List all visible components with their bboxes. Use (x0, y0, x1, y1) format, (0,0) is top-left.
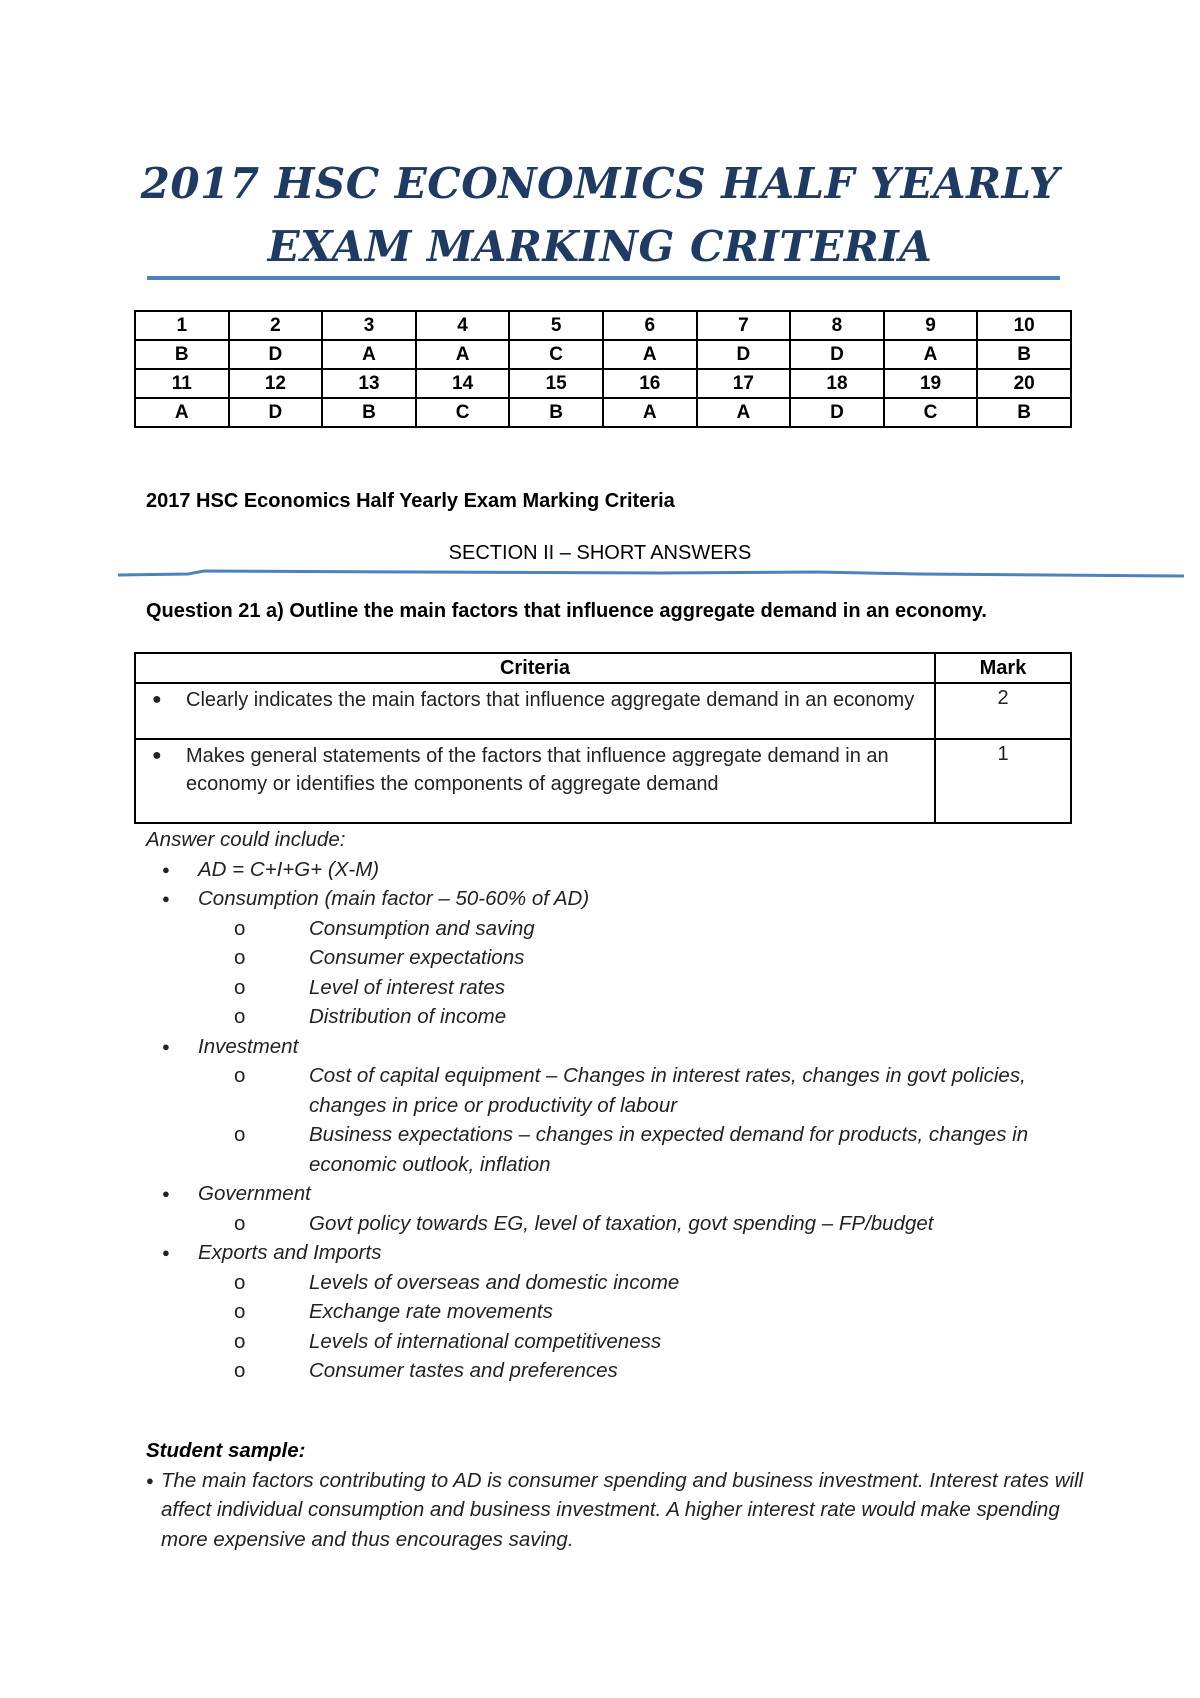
table-row (135, 739, 1071, 823)
key-cell: A (135, 398, 229, 427)
key-cell: D (229, 340, 323, 369)
answer-item-text: Consumption (main factor – 50-60% of AD) (198, 887, 590, 910)
answer-intro: Answer could include: (146, 828, 346, 851)
key-cell: 16 (603, 369, 697, 398)
list-item (146, 1466, 1086, 1555)
criteria-cell (135, 739, 935, 823)
circle-bullet-icon: o (234, 1300, 246, 1323)
table-row (135, 311, 1071, 340)
key-cell: B (135, 340, 229, 369)
key-cell: 7 (697, 311, 791, 340)
key-cell: A (884, 340, 978, 369)
key-cell: 12 (229, 369, 323, 398)
list-subitem (146, 1297, 1086, 1327)
list-subitem (146, 1120, 1086, 1179)
key-cell: 8 (790, 311, 884, 340)
key-cell: 17 (697, 369, 791, 398)
key-cell: B (322, 398, 416, 427)
answer-subitem-text: Cost of capital equipment – Changes in interest rates, changes in govt policies, changes in price or productivity of labour (309, 1064, 1026, 1117)
circle-bullet-icon: o (234, 975, 246, 999)
list-item (146, 1032, 1086, 1062)
bullet-icon: ● (146, 1472, 154, 1488)
key-cell: A (697, 398, 791, 427)
subheading: 2017 HSC Economics Half Yearly Exam Marking Criteria (146, 490, 675, 512)
answer-subitem-text: Levels of international competitiveness (309, 1329, 662, 1353)
key-cell: 15 (509, 369, 603, 398)
key-cell: 5 (509, 311, 603, 340)
answer-subitem-text: Exchange rate movements (309, 1300, 553, 1323)
answer-subitem-text: Consumption and saving (309, 916, 535, 940)
answer-subitem-text: Consumer expectations (309, 946, 525, 969)
section-heading: SECTION II – SHORT ANSWERS (448, 542, 752, 564)
bullet-icon: ● (162, 1186, 170, 1201)
criteria-text: Clearly indicates the main factors that influence aggregate demand in an economy (186, 689, 915, 711)
table-row (135, 369, 1071, 398)
question-21a: Question 21 a) Outline the main factors that influence aggregate demand in an economy. (146, 600, 987, 622)
key-cell: A (322, 340, 416, 369)
answer-subitem-text: Business expectations – changes in expected demand for products, changes in economic outlook, inflation (309, 1123, 1029, 1176)
criteria-table (134, 652, 1072, 824)
circle-bullet-icon: o (234, 1123, 246, 1146)
student-sample (146, 1436, 1086, 1554)
table-row (135, 398, 1071, 427)
document-title (0, 152, 1200, 278)
key-cell: 14 (416, 369, 510, 398)
student-sample-label: Student sample: (146, 1439, 306, 1462)
bullet-icon: ● (152, 747, 162, 764)
key-cell: 4 (416, 311, 510, 340)
list-item (146, 884, 1086, 914)
answer-item-text: Investment (198, 1034, 299, 1058)
list-subitem (146, 1209, 1086, 1239)
list-subitem (146, 943, 1086, 973)
answer-subitem-text: Consumer tastes and preferences (309, 1359, 618, 1382)
circle-bullet-icon: o (234, 1270, 246, 1294)
key-cell: 18 (790, 369, 884, 398)
bullet-icon: ● (162, 1038, 170, 1054)
criteria-header: Criteria (135, 653, 935, 683)
list-item (146, 1179, 1086, 1209)
key-cell: 10 (977, 311, 1071, 340)
list-subitem (146, 914, 1086, 944)
key-cell: C (509, 340, 603, 369)
mark-header: Mark (935, 653, 1071, 683)
title-line-2: EXAM MARKING CRITERIA (267, 222, 933, 271)
list-subitem (146, 973, 1086, 1003)
key-cell: 2 (229, 311, 323, 340)
section-divider (118, 566, 1184, 580)
circle-bullet-icon: o (234, 1359, 246, 1382)
table-row (135, 340, 1071, 369)
key-cell: B (977, 340, 1071, 369)
circle-bullet-icon: o (234, 1329, 246, 1353)
answer-key-table (134, 310, 1072, 428)
key-cell: 3 (322, 311, 416, 340)
list-subitem (146, 1356, 1086, 1386)
key-cell: D (229, 398, 323, 427)
key-cell: C (416, 398, 510, 427)
key-cell: A (603, 398, 697, 427)
answer-subitem-text: Level of interest rates (309, 975, 505, 999)
answer-subitem-text: Levels of overseas and domestic income (309, 1270, 680, 1294)
list-subitem (146, 1327, 1086, 1357)
key-cell: 1 (135, 311, 229, 340)
answer-subitem-text: Govt policy towards EG, level of taxation, govt spending – FP/budget (309, 1211, 934, 1235)
bullet-icon: ● (162, 891, 170, 906)
bullet-icon: ● (162, 1245, 170, 1260)
mark-cell: 1 (935, 739, 1071, 823)
answer-guide (146, 825, 1086, 1386)
circle-bullet-icon: o (234, 916, 246, 940)
answer-subitem-text: Distribution of income (309, 1005, 507, 1028)
key-cell: 19 (884, 369, 978, 398)
list-subitem (146, 1002, 1086, 1032)
circle-bullet-icon: o (234, 1064, 246, 1087)
mark-cell: 2 (935, 683, 1071, 739)
bullet-icon: ● (162, 861, 170, 877)
key-cell: 20 (977, 369, 1071, 398)
list-subitem (146, 1061, 1086, 1120)
key-cell: 9 (884, 311, 978, 340)
list-item (146, 855, 1086, 885)
answer-item-text: Government (198, 1182, 311, 1205)
key-cell: 11 (135, 369, 229, 398)
criteria-cell (135, 683, 935, 739)
answer-item-text: Exports and Imports (198, 1241, 382, 1264)
bullet-icon: ● (152, 691, 162, 708)
key-cell: A (416, 340, 510, 369)
key-cell: B (509, 398, 603, 427)
table-row (135, 683, 1071, 739)
title-underline (147, 276, 1060, 280)
table-header-row (135, 653, 1071, 683)
key-cell: B (977, 398, 1071, 427)
key-cell: D (790, 398, 884, 427)
key-cell: A (603, 340, 697, 369)
key-cell: D (790, 340, 884, 369)
key-cell: 6 (603, 311, 697, 340)
circle-bullet-icon: o (234, 946, 246, 969)
title-line-1: 2017 HSC ECONOMICS HALF YEARLY (140, 159, 1060, 208)
list-subitem (146, 1268, 1086, 1298)
student-sample-text: The main factors contributing to AD is consumer spending and business investment. Interest rates will affect individual consumption and business investment. A higher interest rate would make spending more expensive and thus encourages saving. (161, 1468, 1084, 1551)
key-cell: C (884, 398, 978, 427)
circle-bullet-icon: o (234, 1211, 246, 1235)
circle-bullet-icon: o (234, 1005, 246, 1028)
key-cell: 13 (322, 369, 416, 398)
list-item (146, 1238, 1086, 1268)
key-cell: D (697, 340, 791, 369)
criteria-text: Makes general statements of the factors that influence aggregate demand in an economy or identifies the components of aggregate demand (186, 745, 889, 795)
answer-item-text: AD = C+I+G+ (X-M) (198, 857, 380, 881)
